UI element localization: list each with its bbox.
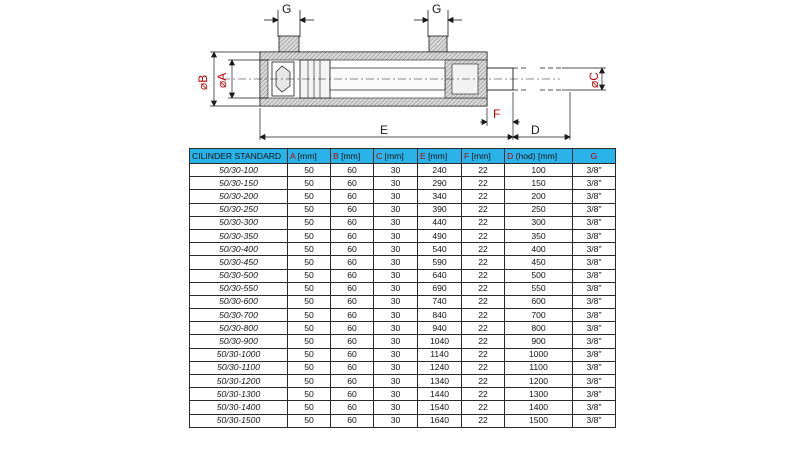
stroke-d-dimension <box>513 135 570 140</box>
col-header-b: B [mm] <box>331 149 374 164</box>
cell-g: 3/8" <box>573 256 616 269</box>
cell-g: 3/8" <box>573 269 616 282</box>
table-row <box>190 309 616 322</box>
cell-e: 840 <box>418 309 462 322</box>
table-row <box>190 269 616 282</box>
cell-c: 30 <box>374 216 418 229</box>
cell-e: 690 <box>418 282 462 295</box>
cell-f: 22 <box>462 177 505 190</box>
cell-e: 290 <box>418 177 462 190</box>
table-row <box>190 375 616 388</box>
table-row <box>190 322 616 335</box>
cell-f: 22 <box>462 401 505 414</box>
cell-e: 1140 <box>418 348 462 361</box>
cell-model: 50/30-800 <box>190 322 288 335</box>
cell-d: 350 <box>505 229 573 242</box>
cell-e: 1040 <box>418 335 462 348</box>
cell-g: 3/8" <box>573 190 616 203</box>
cell-model: 50/30-350 <box>190 229 288 242</box>
table-row <box>190 414 616 427</box>
cell-c: 30 <box>374 256 418 269</box>
cell-b: 60 <box>331 282 374 295</box>
cell-e: 740 <box>418 295 462 308</box>
cell-a: 50 <box>288 295 331 308</box>
col-header-a: A [mm] <box>288 149 331 164</box>
cell-b: 60 <box>331 269 374 282</box>
cell-c: 30 <box>374 229 418 242</box>
col-header-model: CILINDER STANDARD <box>190 149 288 164</box>
cell-b: 60 <box>331 177 374 190</box>
cell-g: 3/8" <box>573 361 616 374</box>
cell-model: 50/30-400 <box>190 243 288 256</box>
table-row <box>190 203 616 216</box>
cell-model: 50/30-1500 <box>190 414 288 427</box>
cell-model: 50/30-1000 <box>190 348 288 361</box>
cell-c: 30 <box>374 401 418 414</box>
cell-d: 250 <box>505 203 573 216</box>
cell-model: 50/30-500 <box>190 269 288 282</box>
cell-e: 240 <box>418 164 462 177</box>
cell-d: 500 <box>505 269 573 282</box>
cell-f: 22 <box>462 282 505 295</box>
cell-b: 60 <box>331 322 374 335</box>
cell-a: 50 <box>288 177 331 190</box>
cell-f: 22 <box>462 164 505 177</box>
table-row <box>190 164 616 177</box>
cell-a: 50 <box>288 256 331 269</box>
length-e-label: E <box>380 123 389 137</box>
cell-b: 60 <box>331 243 374 256</box>
cell-f: 22 <box>462 388 505 401</box>
cell-f: 22 <box>462 243 505 256</box>
table-row <box>190 282 616 295</box>
table-row <box>190 388 616 401</box>
diameter-a-label: ⌀A <box>215 72 229 88</box>
cylinder-drawing <box>0 0 800 148</box>
cell-g: 3/8" <box>573 177 616 190</box>
table-row <box>190 190 616 203</box>
cell-f: 22 <box>462 269 505 282</box>
port-right <box>429 36 447 52</box>
cell-e: 390 <box>418 203 462 216</box>
cell-a: 50 <box>288 309 331 322</box>
cell-model: 50/30-250 <box>190 203 288 216</box>
cell-a: 50 <box>288 203 331 216</box>
cell-f: 22 <box>462 256 505 269</box>
cell-d: 300 <box>505 216 573 229</box>
cell-g: 3/8" <box>573 216 616 229</box>
cell-d: 150 <box>505 177 573 190</box>
cell-a: 50 <box>288 361 331 374</box>
cell-b: 60 <box>331 414 374 427</box>
cell-c: 30 <box>374 388 418 401</box>
cell-d: 1400 <box>505 401 573 414</box>
spec-table <box>189 148 616 428</box>
cell-b: 60 <box>331 216 374 229</box>
g-right-label: G <box>432 2 442 16</box>
cell-d: 900 <box>505 335 573 348</box>
cell-d: 1300 <box>505 388 573 401</box>
cell-c: 30 <box>374 335 418 348</box>
cell-a: 50 <box>288 401 331 414</box>
table-header-row <box>190 149 616 164</box>
cell-g: 3/8" <box>573 375 616 388</box>
table-row <box>190 256 616 269</box>
cell-e: 440 <box>418 216 462 229</box>
cell-g: 3/8" <box>573 229 616 242</box>
cell-model: 50/30-300 <box>190 216 288 229</box>
cell-model: 50/30-1200 <box>190 375 288 388</box>
cell-b: 60 <box>331 164 374 177</box>
cell-f: 22 <box>462 414 505 427</box>
diameter-c-label: ⌀C <box>587 72 601 88</box>
col-header-c: C [mm] <box>374 149 418 164</box>
cell-c: 30 <box>374 309 418 322</box>
cell-g: 3/8" <box>573 414 616 427</box>
cell-d: 1000 <box>505 348 573 361</box>
col-header-g: G <box>573 149 616 164</box>
cell-a: 50 <box>288 414 331 427</box>
stroke-d-label: D <box>531 123 540 137</box>
cell-e: 1440 <box>418 388 462 401</box>
cell-a: 50 <box>288 216 331 229</box>
cell-c: 30 <box>374 282 418 295</box>
cell-g: 3/8" <box>573 348 616 361</box>
cell-d: 200 <box>505 190 573 203</box>
col-header-d: D (hod) [mm] <box>505 149 573 164</box>
cell-b: 60 <box>331 256 374 269</box>
cell-b: 60 <box>331 348 374 361</box>
cell-a: 50 <box>288 388 331 401</box>
cell-b: 60 <box>331 190 374 203</box>
cell-f: 22 <box>462 348 505 361</box>
cell-f: 22 <box>462 309 505 322</box>
col-header-e: E [mm] <box>418 149 462 164</box>
cell-d: 700 <box>505 309 573 322</box>
cell-a: 50 <box>288 348 331 361</box>
cell-g: 3/8" <box>573 282 616 295</box>
table-row <box>190 401 616 414</box>
cell-model: 50/30-550 <box>190 282 288 295</box>
cell-d: 550 <box>505 282 573 295</box>
cell-c: 30 <box>374 243 418 256</box>
cell-a: 50 <box>288 335 331 348</box>
cell-model: 50/30-900 <box>190 335 288 348</box>
cell-e: 1540 <box>418 401 462 414</box>
cell-f: 22 <box>462 216 505 229</box>
cell-d: 800 <box>505 322 573 335</box>
cell-e: 490 <box>418 229 462 242</box>
cell-d: 1500 <box>505 414 573 427</box>
cell-g: 3/8" <box>573 164 616 177</box>
cell-e: 940 <box>418 322 462 335</box>
cell-e: 340 <box>418 190 462 203</box>
cell-f: 22 <box>462 229 505 242</box>
cell-model: 50/30-1300 <box>190 388 288 401</box>
cell-c: 30 <box>374 375 418 388</box>
cell-b: 60 <box>331 375 374 388</box>
cell-d: 450 <box>505 256 573 269</box>
cell-g: 3/8" <box>573 401 616 414</box>
cell-b: 60 <box>331 401 374 414</box>
cell-b: 60 <box>331 361 374 374</box>
cell-g: 3/8" <box>573 243 616 256</box>
cell-e: 540 <box>418 243 462 256</box>
diameter-b-label: ⌀B <box>196 74 210 90</box>
cell-b: 60 <box>331 335 374 348</box>
cell-model: 50/30-1100 <box>190 361 288 374</box>
cell-b: 60 <box>331 229 374 242</box>
cell-e: 590 <box>418 256 462 269</box>
cell-d: 600 <box>505 295 573 308</box>
cell-a: 50 <box>288 229 331 242</box>
length-f-label: F <box>493 107 501 121</box>
cell-c: 30 <box>374 269 418 282</box>
cell-d: 400 <box>505 243 573 256</box>
col-header-f: F [mm] <box>462 149 505 164</box>
cell-c: 30 <box>374 295 418 308</box>
cell-c: 30 <box>374 361 418 374</box>
table-body <box>190 164 616 428</box>
table-row <box>190 243 616 256</box>
cell-model: 50/30-200 <box>190 190 288 203</box>
cell-e: 1640 <box>418 414 462 427</box>
cell-a: 50 <box>288 190 331 203</box>
cell-c: 30 <box>374 203 418 216</box>
cell-g: 3/8" <box>573 309 616 322</box>
cell-a: 50 <box>288 269 331 282</box>
cell-d: 100 <box>505 164 573 177</box>
cell-a: 50 <box>288 243 331 256</box>
cell-d: 1200 <box>505 375 573 388</box>
cell-c: 30 <box>374 348 418 361</box>
g-left-label: G <box>282 2 292 16</box>
cell-c: 30 <box>374 190 418 203</box>
table-row <box>190 295 616 308</box>
table-row <box>190 361 616 374</box>
cell-model: 50/30-700 <box>190 309 288 322</box>
cell-f: 22 <box>462 335 505 348</box>
cell-f: 22 <box>462 295 505 308</box>
cell-g: 3/8" <box>573 388 616 401</box>
cell-f: 22 <box>462 190 505 203</box>
cell-f: 22 <box>462 322 505 335</box>
cell-c: 30 <box>374 322 418 335</box>
cell-f: 22 <box>462 375 505 388</box>
cell-b: 60 <box>331 203 374 216</box>
cell-d: 1100 <box>505 361 573 374</box>
cell-c: 30 <box>374 177 418 190</box>
table-row <box>190 177 616 190</box>
cell-g: 3/8" <box>573 322 616 335</box>
cell-g: 3/8" <box>573 295 616 308</box>
cell-model: 50/30-1400 <box>190 401 288 414</box>
cell-b: 60 <box>331 309 374 322</box>
cell-g: 3/8" <box>573 335 616 348</box>
cell-e: 640 <box>418 269 462 282</box>
cell-c: 30 <box>374 164 418 177</box>
cell-b: 60 <box>331 295 374 308</box>
cell-a: 50 <box>288 375 331 388</box>
table-row <box>190 216 616 229</box>
cell-a: 50 <box>288 164 331 177</box>
table-row <box>190 229 616 242</box>
cell-b: 60 <box>331 388 374 401</box>
cell-model: 50/30-100 <box>190 164 288 177</box>
port-left <box>279 36 299 52</box>
cell-a: 50 <box>288 322 331 335</box>
cell-a: 50 <box>288 282 331 295</box>
cell-f: 22 <box>462 203 505 216</box>
cell-e: 1240 <box>418 361 462 374</box>
cell-f: 22 <box>462 361 505 374</box>
table-row <box>190 335 616 348</box>
cell-e: 1340 <box>418 375 462 388</box>
cell-model: 50/30-600 <box>190 295 288 308</box>
table-row <box>190 348 616 361</box>
cell-model: 50/30-150 <box>190 177 288 190</box>
cell-c: 30 <box>374 414 418 427</box>
cell-model: 50/30-450 <box>190 256 288 269</box>
cell-g: 3/8" <box>573 203 616 216</box>
